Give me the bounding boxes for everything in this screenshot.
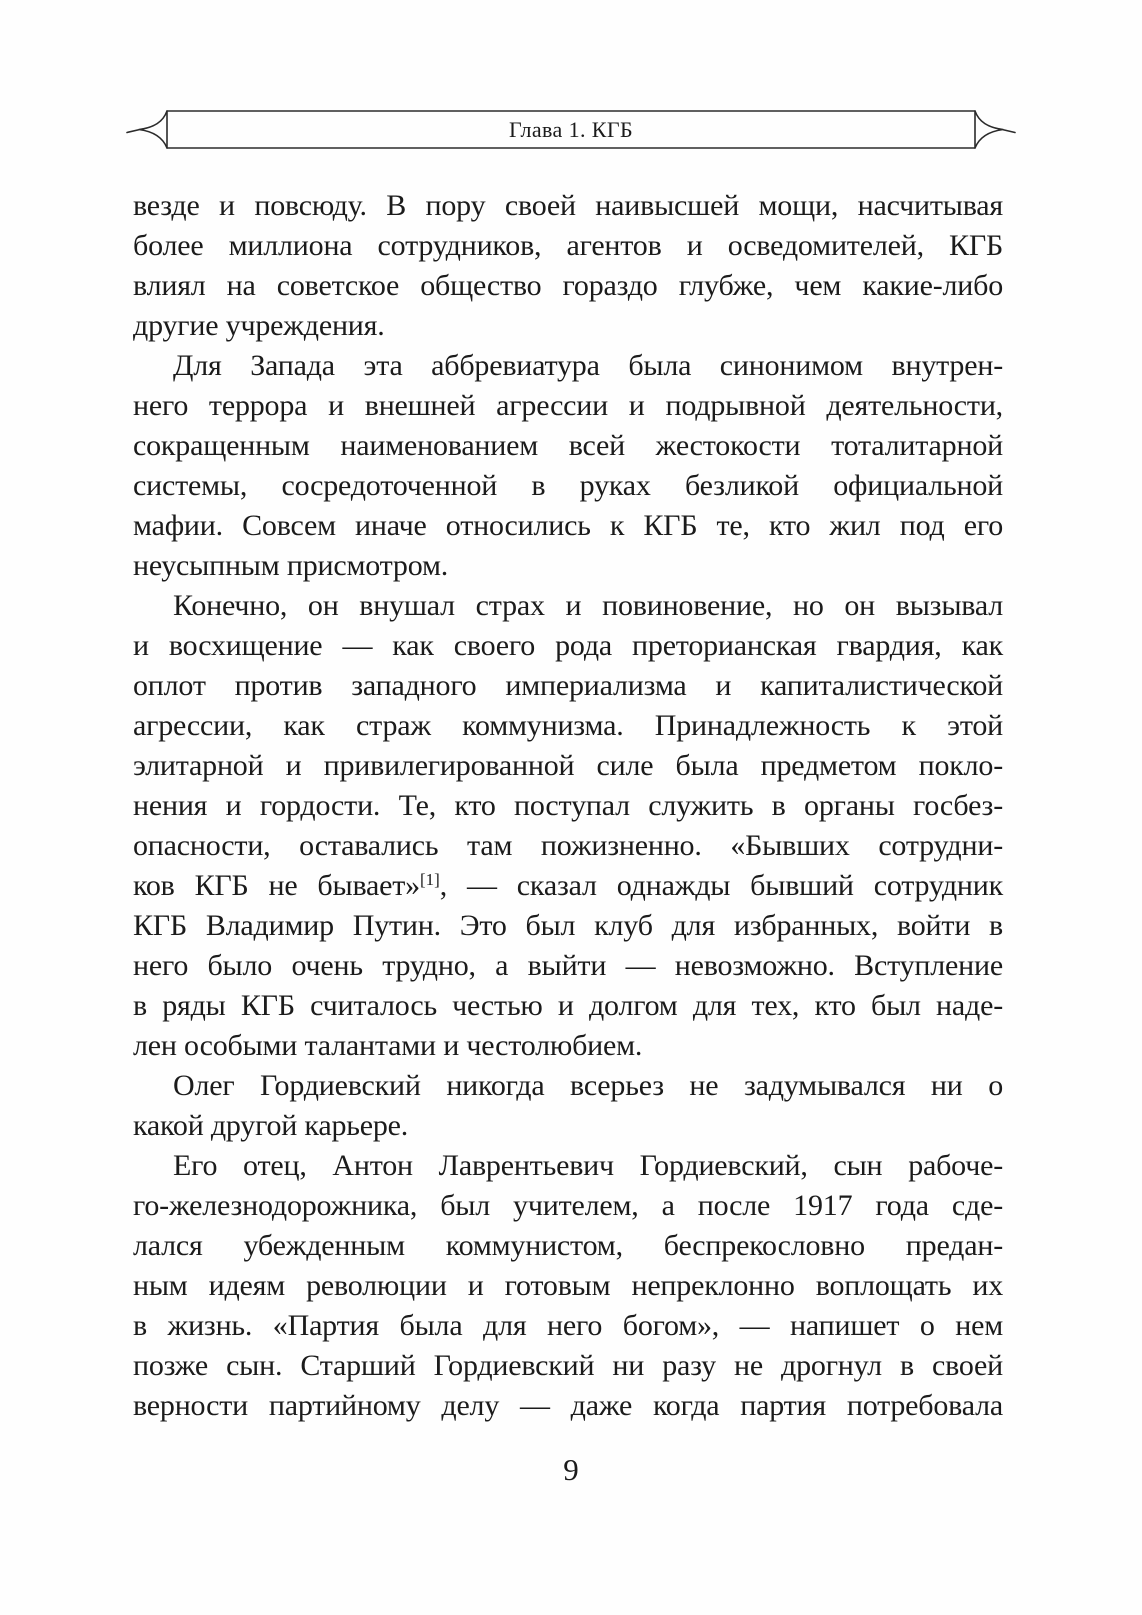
body-text bbox=[133, 186, 1003, 1426]
text-line: элитарной и привилегированной силе была предметом покло- bbox=[133, 749, 1003, 782]
text-line: системы, сосредоточенной в руках безликой официальной bbox=[133, 469, 1003, 502]
text-line: другие учреждения. bbox=[133, 309, 385, 342]
text-line: Его отец, Антон Лаврентьевич Гордиевский, сын рабоче- bbox=[173, 1149, 1003, 1182]
text-line: Олег Гордиевский никогда всерьез не задумывался ни о bbox=[173, 1069, 1003, 1102]
text-line: ным идеям революции и готовым непреклонно воплощать их bbox=[133, 1269, 1003, 1302]
text-line: верности партийному делу — даже когда партия потребовала bbox=[133, 1389, 1003, 1422]
text-line: позже сын. Старший Гордиевский ни разу не дрогнул в своей bbox=[133, 1349, 1003, 1382]
text-line: сокращенным наименованием всей жестокости тоталитарной bbox=[133, 429, 1003, 462]
paragraph bbox=[133, 346, 1003, 586]
text-line: в ряды КГБ считалось честью и долгом для тех, кто был наде- bbox=[133, 989, 1003, 1022]
text-line: КГБ Владимир Путин. Это был клуб для избранных, войти в bbox=[133, 909, 1003, 942]
text-line: влиял на советское общество гораздо глубже, чем какие-либо bbox=[133, 269, 1003, 302]
text-line: агрессии, как страж коммунизма. Принадлежность к этой bbox=[133, 709, 1003, 742]
text-line: лался убежденным коммунистом, беспрекословно предан- bbox=[133, 1229, 1003, 1262]
chapter-title: Глава 1. КГБ bbox=[509, 117, 633, 142]
text-line: Конечно, он внушал страх и повиновение, но он вызывал bbox=[173, 589, 1003, 622]
text-line: оплот против западного империализма и капиталистической bbox=[133, 669, 1003, 702]
page-number: 9 bbox=[563, 1452, 579, 1487]
text-line: Для Запада эта аббревиатура была синонимом внутрен- bbox=[173, 349, 1003, 382]
text-line: и восхищение — как своего рода преторианская гвардия, как bbox=[133, 629, 1003, 662]
text-line: везде и повсюду. В пору своей наивысшей мощи, насчитывая bbox=[133, 189, 1003, 222]
text-line: мафии. Совсем иначе относились к КГБ те, кто жил под его bbox=[133, 509, 1003, 542]
paragraph bbox=[133, 586, 1003, 1066]
text-line: в жизнь. «Партия была для него богом», — напишет о нем bbox=[133, 1309, 1003, 1342]
paragraph bbox=[133, 186, 1003, 346]
paragraph bbox=[133, 1066, 1003, 1146]
text-line: лен особыми талантами и честолюбием. bbox=[133, 1029, 643, 1062]
text-line: него было очень трудно, а выйти — невозможно. Вступление bbox=[133, 949, 1003, 982]
paragraph bbox=[133, 1146, 1003, 1426]
text-line: более миллиона сотрудников, агентов и осведомителей, КГБ bbox=[133, 229, 1003, 262]
text-line: опасности, оставались там пожизненно. «Бывших сотрудни- bbox=[133, 829, 1003, 862]
text-line: какой другой карьере. bbox=[133, 1109, 409, 1142]
text-line: неусыпным присмотром. bbox=[133, 549, 449, 582]
text-line: ков КГБ не бывает»[1], — сказал однажды бывший сотрудник bbox=[133, 869, 1003, 902]
text-line: нения и гордости. Те, кто поступал служить в органы госбез- bbox=[133, 789, 1003, 822]
footnote-ref: [1] bbox=[419, 870, 440, 889]
text-line: го-железнодорожника, был учителем, а после 1917 года сде- bbox=[133, 1189, 1003, 1222]
text-line: него террора и внешней агрессии и подрывной деятельности, bbox=[133, 389, 1003, 422]
